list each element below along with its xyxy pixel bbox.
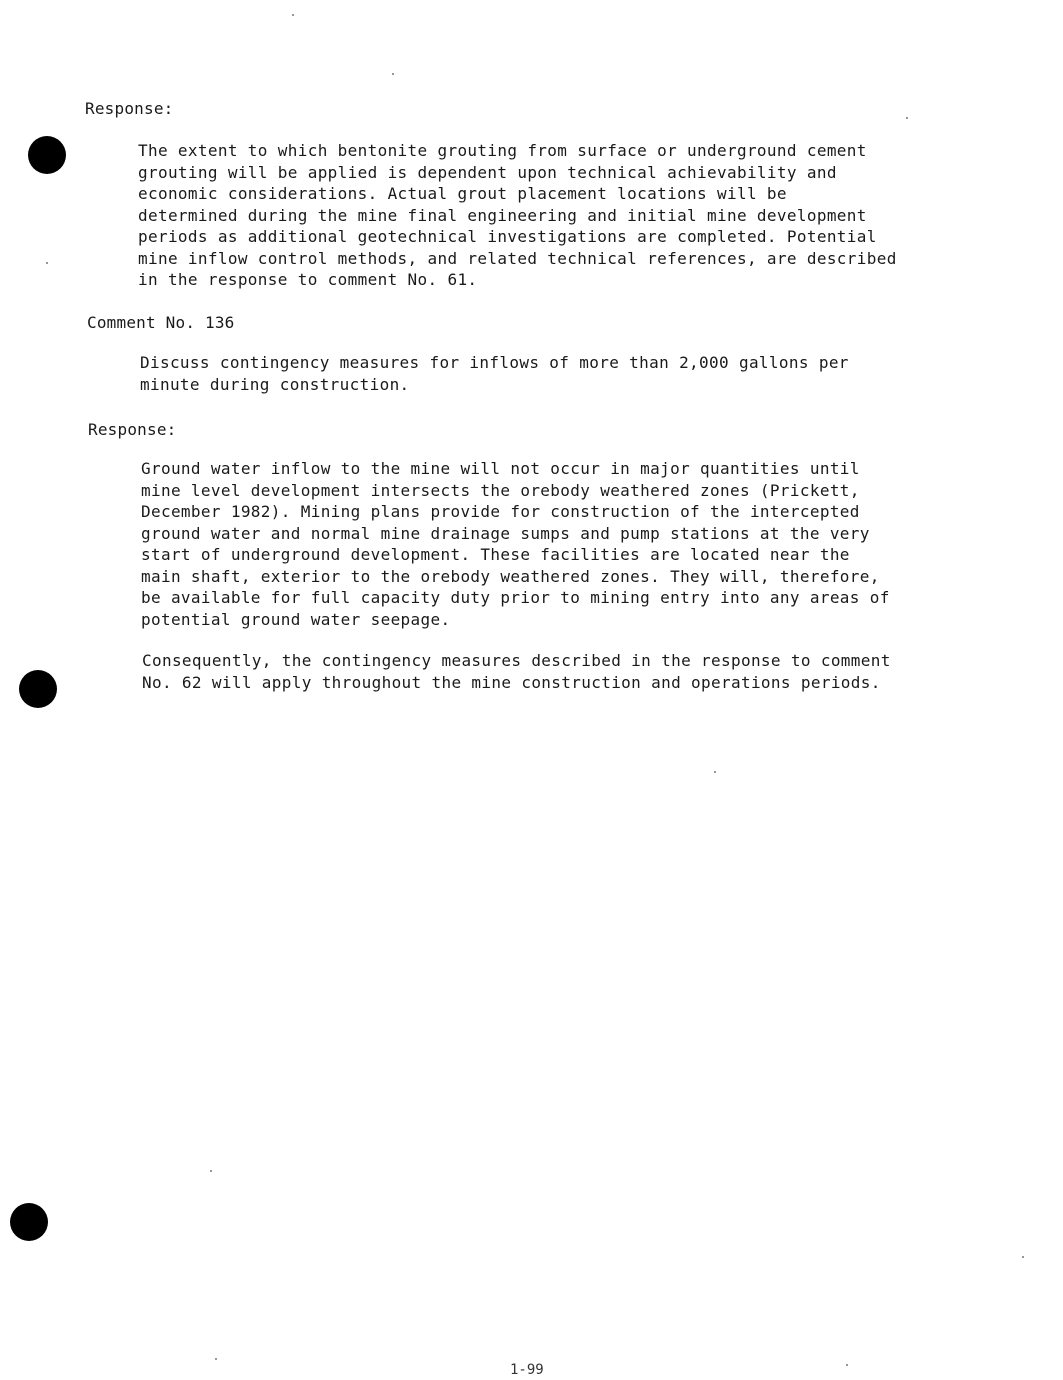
- response-paragraph-continued: [142, 650, 962, 693]
- paragraph-line: determined during the mine final engineering and initial mine development: [138, 205, 867, 225]
- punch-hole-bottom: [10, 1203, 48, 1241]
- scan-speck: [46, 262, 48, 264]
- paragraph-line: be available for full capacity duty prior to mining entry into any areas of: [141, 588, 890, 607]
- paragraph-line: Ground water inflow to the mine will not occur in major quantities until: [141, 459, 860, 478]
- paragraph-line: economic considerations. Actual grout placement locations will be: [138, 184, 787, 203]
- scan-speck: [215, 1358, 217, 1360]
- paragraph-line: No. 62 will apply throughout the mine construction and operations periods.: [142, 672, 881, 692]
- paragraph-line: minute during construction.: [140, 374, 410, 394]
- paragraph-line: periods as additional geotechnical investigations are completed. Potential: [138, 227, 877, 246]
- punch-hole-middle: [19, 670, 57, 708]
- scan-speck: [714, 771, 716, 773]
- paragraph-line: main shaft, exterior to the orebody weathered zones. They will, therefore,: [141, 566, 880, 586]
- scan-speck: [906, 117, 908, 119]
- page-number: 1-99: [510, 1362, 544, 1378]
- paragraph-line: December 1982). Mining plans provide for construction of the intercepted: [141, 502, 860, 521]
- paragraph-line: Discuss contingency measures for inflows of more than 2,000 gallons per: [140, 353, 849, 372]
- scan-speck: [1022, 1256, 1024, 1258]
- scan-speck: [210, 1170, 212, 1172]
- paragraph-line: mine level development intersects the orebody weathered zones (Prickett,: [141, 480, 860, 500]
- paragraph-line: ground water and normal mine drainage sumps and pump stations at the very: [141, 523, 870, 543]
- section-heading-response: Response:: [85, 99, 174, 118]
- paragraph-line: potential ground water seepage.: [141, 609, 451, 629]
- paragraph-line: start of underground development. These facilities are located near the: [141, 545, 850, 564]
- scan-speck: [292, 14, 294, 16]
- paragraph-line: mine inflow control methods, and related technical references, are described: [138, 248, 897, 268]
- comment-paragraph: [140, 352, 960, 395]
- paragraph-line: Consequently, the contingency measures described in the response to comment: [142, 651, 891, 670]
- paragraph-line: The extent to which bentonite grouting from surface or underground cement: [138, 141, 867, 160]
- paragraph-line: grouting will be applied is dependent upon technical achievability and: [138, 162, 837, 182]
- section-heading-comment: Comment No. 136: [87, 313, 235, 332]
- scan-speck: [846, 1364, 848, 1366]
- response-paragraph: [138, 140, 958, 291]
- response-paragraph: [141, 458, 961, 630]
- section-heading-response: Response:: [88, 420, 177, 439]
- paragraph-line: in the response to comment No. 61.: [138, 270, 478, 289]
- scan-speck: [392, 73, 394, 75]
- punch-hole-top: [28, 136, 66, 174]
